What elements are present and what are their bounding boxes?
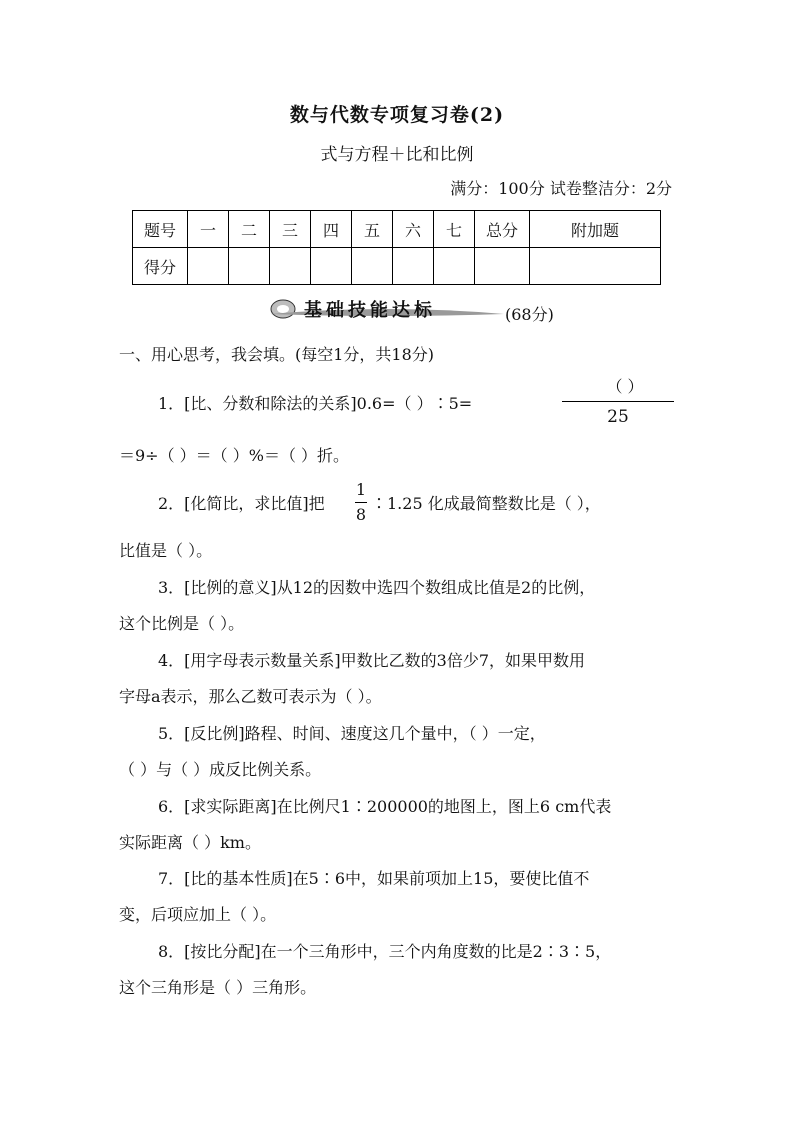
question-8-line-1: 8．[按比分配]在一个三角形中，三个内角度数的比是2∶3∶5， <box>158 942 612 961</box>
score-input-cell[interactable] <box>393 248 434 285</box>
score-input-cell[interactable] <box>352 248 393 285</box>
question-7-line-1: 7．[比的基本性质]在5∶6中，如果前项加上15，要使比值不 <box>158 869 590 888</box>
score-table-cell: 总分 <box>475 211 530 248</box>
score-input-cell[interactable] <box>229 248 270 285</box>
question-2-fraction-denominator: 8 <box>355 505 367 524</box>
score-table-cell: 五 <box>352 211 393 248</box>
question-6-line-1: 6．[求实际距离]在比例尺1∶200000的地图上，图上6 cm代表 <box>158 797 612 816</box>
section-banner-label: 基础技能达标 <box>304 300 436 321</box>
score-table-cell: 三 <box>270 211 311 248</box>
score-table-cell: 四 <box>311 211 352 248</box>
score-table-cell: 得分 <box>133 248 188 285</box>
score-info: 满分：100分 试卷整洁分：2分 <box>450 179 672 198</box>
question-1-fraction-numerator: （ ） <box>606 377 644 396</box>
question-4-line-2: 字母a表示，那么乙数可表示为（ ）。 <box>119 687 382 706</box>
question-1-line-2: ＝9÷（ ）＝（ ）%＝（ ）折。 <box>119 446 350 465</box>
question-2-fraction-numerator: 1 <box>355 480 367 499</box>
question-1-line-1: 1．[比、分数和除法的关系]0.6=（ ）∶5= <box>158 394 473 413</box>
question-7-line-2: 变，后项应加上（ ）。 <box>119 905 277 924</box>
score-input-cell[interactable] <box>434 248 475 285</box>
score-input-cell[interactable] <box>188 248 229 285</box>
score-table-cell: 七 <box>434 211 475 248</box>
question-1-fraction-bar <box>562 401 674 402</box>
question-8-line-2: 这个三角形是（ ）三角形。 <box>119 978 317 997</box>
section-points: (68分) <box>505 305 554 324</box>
score-table <box>132 210 661 285</box>
score-table-score-row <box>133 248 661 285</box>
question-4-line-1: 4．[用字母表示数量关系]甲数比乙数的3倍少7，如果甲数用 <box>158 651 586 670</box>
question-2-line-1b: ∶1.25 化成最简整数比是（ ）， <box>371 494 601 513</box>
score-input-cell[interactable] <box>311 248 352 285</box>
score-input-cell[interactable] <box>475 248 530 285</box>
question-1-fraction-denominator: 25 <box>607 407 629 427</box>
score-table-cell: 六 <box>393 211 434 248</box>
score-input-cell[interactable] <box>270 248 311 285</box>
score-table-header-row <box>133 211 661 248</box>
question-2-line-1a: 2．[化简比，求比值]把 <box>158 494 325 513</box>
score-table-cell: 一 <box>188 211 229 248</box>
question-2-line-2: 比值是（ ）。 <box>119 541 213 560</box>
page-title: 数与代数专项复习卷(2) <box>289 104 505 126</box>
score-table-cell: 二 <box>229 211 270 248</box>
question-6-line-2: 实际距离（ ）km。 <box>119 833 261 852</box>
question-3-line-2: 这个比例是（ ）。 <box>119 614 245 633</box>
question-2-fraction-bar <box>355 502 367 503</box>
question-5-line-2: （ ）与（ ）成反比例关系。 <box>119 760 322 779</box>
question-3-line-1: 3．[比例的意义]从12的因数中选四个数组成比值是2的比例， <box>158 578 596 597</box>
score-table-cell: 附加题 <box>530 211 661 248</box>
score-table-cell: 题号 <box>133 211 188 248</box>
question-5-line-1: 5．[反比例]路程、时间、速度这几个量中，（ ）一定， <box>158 724 546 743</box>
section-banner <box>268 296 508 322</box>
page-subtitle: 式与方程＋比和比例 <box>320 145 474 165</box>
part1-heading: 一、用心思考，我会填。(每空1分，共18分) <box>119 345 435 364</box>
score-input-cell[interactable] <box>530 248 661 285</box>
